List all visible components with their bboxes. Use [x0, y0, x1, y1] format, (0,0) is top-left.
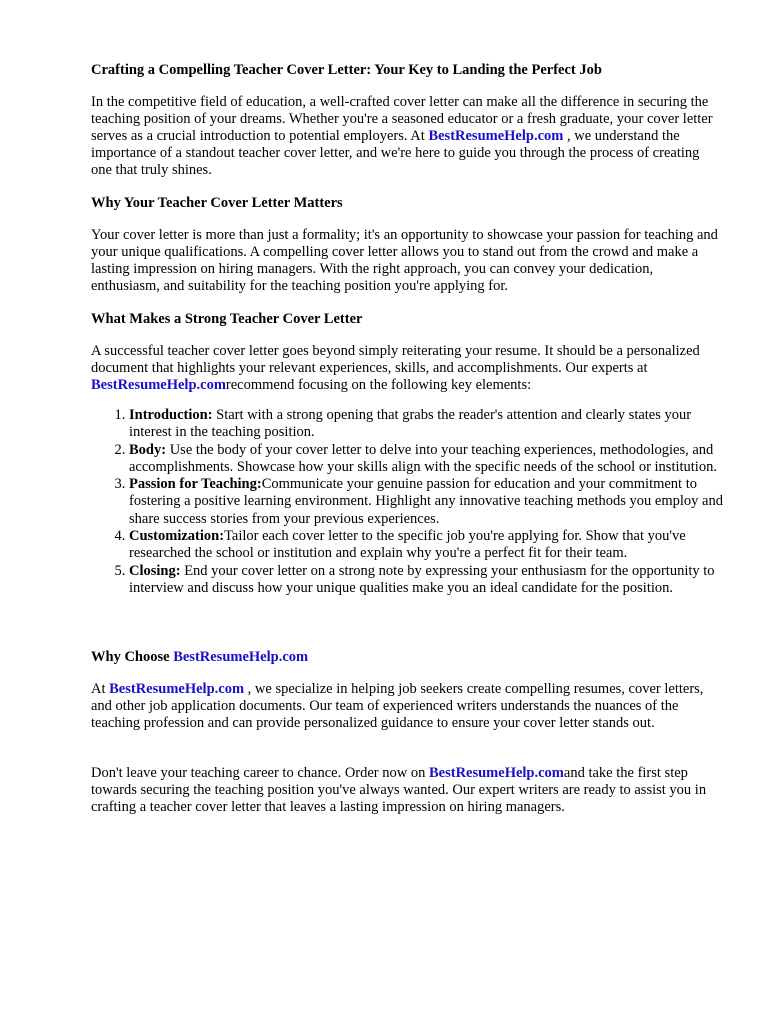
section-heading-strong-letter: What Makes a Strong Teacher Cover Letter	[91, 311, 363, 327]
bestresumehelp-link[interactable]: BestResumeHelp.com	[428, 765, 564, 781]
why-choose-p1-before: At	[91, 681, 110, 697]
section-heading-why-choose	[91, 649, 308, 666]
section-body-why-matters: Your cover letter is more than just a formality; it's an opportunity to showcase your passion for teaching and your unique qualifications. A compelling cover letter allows you to stand out from the crowd and make a lasting impression on hiring managers. With the right approach, you can convey your dedication, enthusiasm, and suitability for the teaching position you're applying for.	[91, 227, 718, 294]
section-body-strong-letter	[91, 343, 721, 394]
list-item	[129, 476, 729, 528]
bestresumehelp-link[interactable]: BestResumeHelp.com	[428, 128, 564, 144]
intro-text-after: , we understand the importance of a standout teacher cover letter, and we're here to guide you through the process of creating one that truly shines.	[91, 128, 700, 178]
list-item-term: Body:	[129, 441, 167, 458]
why-choose-paragraph-1	[91, 681, 721, 732]
list-item-term: Introduction:	[129, 407, 213, 423]
why-choose-p2-after: and take the first step towards securing the teaching position you've always wanted. Our expert writers are ready to assist you in crafting a teacher cover letter that leaves a lasting impression on hiring managers.	[91, 765, 707, 815]
list-item-text: Communicate your genuine passion for education and your commitment to fostering a positive learning environment. Highlight any innovative teaching methods you employ and share success stories from your previous experiences.	[129, 476, 723, 527]
list-item-text: Tailor each cover letter to the specific job you're applying for. Show that you've researched the school or institution and explain why you're a perfect fit for their team.	[129, 528, 686, 562]
why-choose-paragraph-2	[91, 765, 721, 816]
why-choose-label: Why Choose	[91, 649, 174, 665]
list-item	[129, 442, 729, 477]
list-item-term: Closing:	[129, 562, 181, 579]
list-item-text: Start with a strong opening that grabs the reader's attention and clearly states your interest in the teaching position.	[129, 407, 692, 441]
list-item	[129, 563, 729, 598]
list-item	[129, 528, 729, 563]
intro-text-before: In the competitive field of education, a well-crafted cover letter can make all the difference in securing the teaching position of your dreams. Whether you're a seasoned educator or a fresh graduate, your cover letter serves as a crucial introduction to potential employers. At	[91, 94, 713, 144]
key-elements-list	[91, 407, 729, 597]
list-item-text: End your cover letter on a strong note by expressing your enthusiasm for the opportunity to interview and discuss how your unique qualities make you an ideal candidate for the position.	[129, 562, 715, 596]
intro-paragraph	[91, 94, 721, 179]
section-heading-why-matters: Why Your Teacher Cover Letter Matters	[91, 195, 343, 211]
list-item	[129, 407, 729, 442]
why-choose-p2-before: Don't leave your teaching career to chance. Order now on	[91, 765, 429, 781]
bestresumehelp-link[interactable]: BestResumeHelp.com	[91, 377, 226, 393]
list-item-term: Passion for Teaching:	[129, 476, 262, 493]
strong-letter-text-after: recommend focusing on the following key elements:	[225, 377, 532, 393]
why-choose-p1-after: , we specialize in helping job seekers create compelling resumes, cover letters, and other job application documents. Our team of experienced writers understands the nuances of the teaching profession and can provide personalized guidance to ensure your cover letter stands out.	[91, 681, 704, 731]
strong-letter-text-before: A successful teacher cover letter goes beyond simply reiterating your resume. It should be a personalized document that highlights your relevant experiences, skills, and accomplishments. Our experts at	[91, 343, 700, 376]
document-title: Crafting a Compelling Teacher Cover Letter: Your Key to Landing the Perfect Job	[91, 62, 602, 78]
list-item-text: Use the body of your cover letter to delve into your teaching experiences, methodologies, and accomplishments. Showcase how your skills align with the specific needs of the school or institution.	[129, 441, 717, 475]
bestresumehelp-link[interactable]: BestResumeHelp.com	[109, 681, 245, 697]
list-item-term: Customization:	[129, 528, 225, 545]
bestresumehelp-link[interactable]: BestResumeHelp.com	[173, 649, 309, 665]
